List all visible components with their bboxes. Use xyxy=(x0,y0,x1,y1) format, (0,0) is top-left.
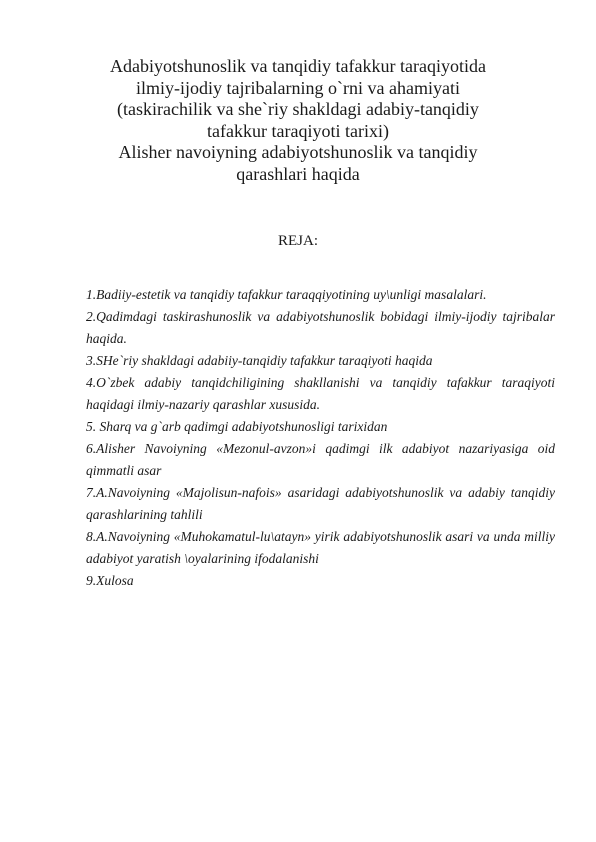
plan-item: 7.A.Navoiyning «Majolisun-nafois» asaridagi adabiyotshunoslik va adabiy tanqidiy qarashlarining tahlili xyxy=(86,485,555,522)
plan-item: 4.O`zbek adabiy tanqidchiligining shakllanishi va tanqidiy tafakkur taraqiyoti haqidagi ilmiy-nazariy qarashlar xususida. xyxy=(86,375,555,412)
document-title xyxy=(86,56,510,185)
plan-heading: REJA: xyxy=(277,233,318,249)
subtitle-line: Alisher navoiyning adabiyotshunoslik va tanqidiy xyxy=(118,142,478,162)
plan-list xyxy=(86,284,555,592)
plan-item: 5. Sharq va g`arb qadimgi adabiyotshunosligi tarixidan xyxy=(86,419,388,434)
subtitle-line: qarashlari haqida xyxy=(236,163,360,184)
title-line: Adabiyotshunoslik va tanqidiy tafakkur taraqiyotida xyxy=(110,56,486,76)
plan-item: 3.SHe`riy shakldagi adabiiy-tanqidiy tafakkur taraqiyoti haqida xyxy=(86,353,433,368)
plan-item: 9.Xulosa xyxy=(86,573,134,588)
plan-item: 1.Badiiy-estetik va tanqidiy tafakkur taraqqiyotining uy\unligi masalalari. xyxy=(86,287,487,302)
title-line: ilmiy-ijodiy tajribalarning o`rni va ahamiyati xyxy=(136,77,460,98)
title-line: tafakkur taraqiyoti tarixi) xyxy=(207,120,389,141)
plan-item: 2.Qadimdagi taskirashunoslik va adabiyotshunoslik bobidagi ilmiy-ijodiy tajribalar haqida. xyxy=(86,309,555,346)
title-line: (taskirachilik va she`riy shakldagi adabiy-tanqidiy xyxy=(117,99,479,119)
plan-item: 6.Alisher Navoiyning «Mezonul-avzon»i qadimgi ilk adabiyot nazariyasiga oid qimmatli asar xyxy=(86,441,555,478)
plan-item: 8.A.Navoiyning «Muhokamatul-lu\atayn» yirik adabiyotshunoslik asari va unda milliy adabiyot yaratish \oyalarining ifodalanishi xyxy=(86,529,555,566)
